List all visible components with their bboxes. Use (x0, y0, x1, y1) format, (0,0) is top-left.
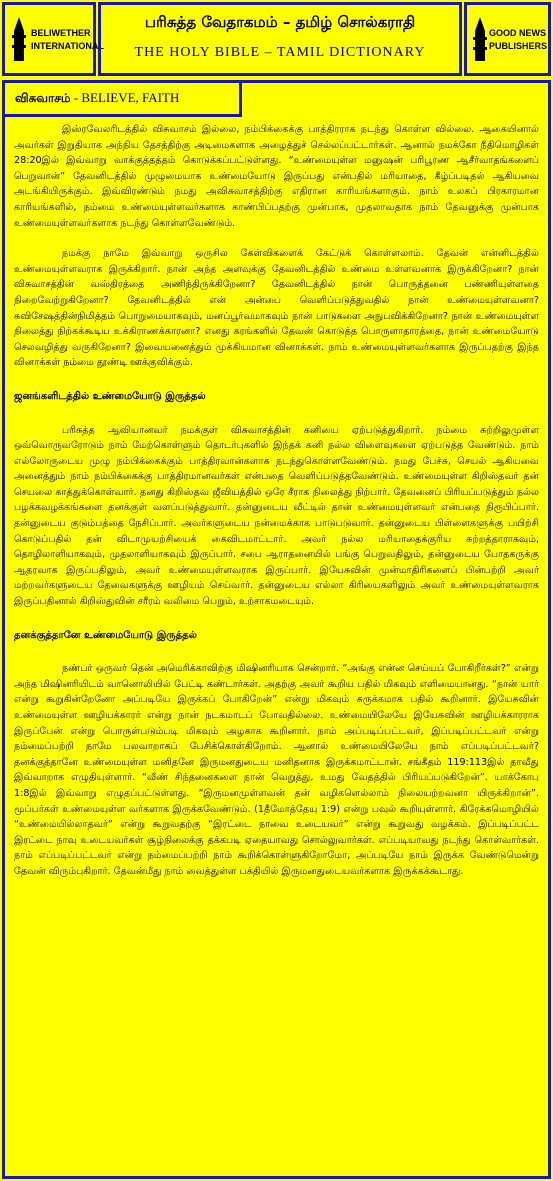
entry-word-english: - BELIEVE, FAITH (70, 90, 180, 105)
pen-icon (11, 15, 27, 65)
page-header (0, 0, 553, 80)
paragraph-1: இஸ்ரவேலரிடத்தில் விசுவாசம் இல்லை, நம்பிக்கைக்கு பாத்திரராக நடந்து கொள்ள வில்லை. ஆகையினால் அவர்கள் இறுதியாக அந்நிய தேசத்திற்கு அடிமைகளாக அழைத்துச் செல்லப்பட்டார்கள். ஆனால் நமக்கோ நீதிமொழிகள் 28:20இல் இவ்வாறு வாக்குத்தத்தம் கொடுக்கப்பட்டுள்ளது. “உண்மையுள்ள மனுஷன் பரிபூரண ஆசீர்வாதங்களைப் பெறுவான்” தேவனிடத்தில் முழுமையாக உண்மையோடு இருப்பது என்பதில் மரியாதை, கீழ்ப்படிதல் ஆகியவை அடங்கியிருக்கும். இவ்விரண்டும் நமது அவிசுவாசத்திற்கு எதிரான காரியங்களாகும். நாம் உலகப் பிரகாரமான காரியங்களில், நம்மை உண்மையுள்ளவர்களாக காண்பிப்பதற்கு முன்பாக, முதலாவதாக நாம் தேவனுக்கு முன்பாக உண்மையுள்ளவர்களாக நடந்து கொள்ளவேண்டும். (14, 124, 539, 229)
entry-word (15, 90, 179, 107)
paragraph-2: நமக்கு நாமே இவ்வாறு ஒருசில கேள்விகளைக் கேட்டுக் கொள்ளலாம். தேவன் என்னிடத்தில் உண்மையுள்ளவராக இருக்கிறார். நான் அந்த அளவுக்கு தேவனிடத்தில் உண்மை உள்ளவனாக இருக்கிறேனா? நான் விசுவாசத்தின் வஸ்திரத்தை அணிந்திருக்கிறேனா? தேவனிடத்தில் நான் பொருத்தனை பண்ணியுள்ளதை நிறைவேற்றுகிறேனா? தேவனிடத்தில் என் அன்பை வெளிப்படுத்துவதில் நான் உண்மையுள்ளவனா? சுவிசேஷத்தின்நிமித்தம் பொறுமையாகவும், மனப்பூர்வமாகவும் நான் பாடுகளை அநுபவிக்கிறேனா? நான் உண்மையுள்ள நிலைத்து நிற்கக்கூடிய உக்கிராணக்காரனா? எனது கரங்களில் தேவன் கொடுத்த பொருளாதாரத்தை, நான் உண்மையோடு செலவழித்து வருகிறேனா? இவையனைத்தும் முக்கியமான வினாக்கள். நாம் உண்மையுள்ளவர்களாக இருப்பதற்கு இந்த வினாக்கள் நம்மை தூண்டி ஊக்குவிக்கும். (14, 248, 539, 369)
logo-right-line2: PUBLISHERS (489, 41, 548, 51)
section-heading-self: தனக்குத்தானே உண்மையோடு இருத்தல் (14, 629, 197, 641)
logo-left-line1: BELIWETHER (31, 28, 91, 38)
paragraph-4: நண்பர் ஒருவர் தென் அமெரிக்காவிற்கு மிஷினரியாக சென்றார். “அங்கு என்ன செய்யப் போகிறீர்கள்?” என்று அந்த மிஷினரியிடம் வானொலியில் பேட்டி கண்டார்கள். அதற்கு அவர் கூறிய பதில் மிகவும் எளிமையானது. “நான் யார் என்று கூறுகின்றேனோ அப்படியே இருக்கப் போகிறேன்” என்று மிகவும் சுருக்கமாக பதில் கூறினார். இயேசுவின் உண்மையுள்ள ஊழியக்காரர் என்று நான் நடகமாடப் போவதில்லை. உண்மையிலேயே இயேசுவின் ஊழியக்காரராக இருப்பேன் என்று பொருள்படும்படி மிகவும் அழகாக கூறினார். நாம் அப்படிப்பட்டவர், இப்படிப்பட்டவர் என்று நம்மைப்பற்றி நாமே பலவாறாகப் பேசிக்கொள்கிறோம். ஆனால் உண்மையிலேயே நாம் எப்படிப்பட்டவர்? தனக்குத்தானே உண்மையுள்ள மனிதனே இருமனதுடைய மனிதனாக இருக்கமாட்டான். சங்கீதம் 119:113இல் தாவீது இவ்வாறாக எழுதியுள்ளார். “வீண் சிந்தனைகளை நான் வெறுத்து, உமது வேதத்தில் பிரியப்படுகிறேன்”. யாக்கோபு 1:8இல் இவ்வாறு எழுதப்பட்டுள்ளது. “இருமனமுள்ளவன் தன் வழிகளெல்லாம் நிலையற்றவனா யிருக்கிறான்”. மூப்பர்கள் உண்மையுள்ள வர்களாக இருக்கவேண்டும். (1தீமோத்தேயு 1:9) என்று பவுல் கூறியுள்ளார். கிரேக்கமொழியில் “உண்மையில்லாதவர்” என்று கூறுவதற்கு “இரட்டை நாவை உடையவர்” என்று கூறுவது வழக்கம். இப்படிப்பட்ட இரட்டை நாவு உடையவர்கள் சூழ்நிலைக்கு தக்கபடி ஏதையாவது சொல்லுவார்கள். எப்படியாவது நடந்து கொள்வார்கள். நாம் எப்படிப்பட்டவர் என்று நம்மைப்பற்றி நாம் கூறிக்கொள்ளுகிறோமோ, அப்படியே நாம் இருக்க வேண்டுமென்று தேவன் விரும்புகிறார். தேவன்மீது நாம் வைத்துள்ள பக்தியில் இருமனதுடையவர்களாக இருக்கக்கூடாது. (14, 663, 539, 877)
publisher-logo-left (2, 2, 104, 76)
entry-word-box (2, 80, 242, 117)
title-box (98, 2, 462, 76)
entry-word-tamil: விசுவாசம் (15, 91, 71, 105)
entry-body (14, 122, 539, 880)
logo-right-text (489, 27, 547, 53)
paragraph-3: பரிசுத்த ஆவியானவர் நமக்குள் விசுவாசத்தின் கனியை ஏற்படுத்துகிறார். நம்மை சுற்றிலுமுள்ள ஒவ்வொருவரோடும் நாம் மேற்கொள்ளும் தொடர்புகளில் இந்தக் கனி நல்ல விளைவுகளை ஏற்படுத்த வேண்டும். நாம் எல்லோருடைய முழு நம்பிக்கைக்கும் பாத்திரவான்களாக நடந்துகொள்ளவேண்டும். நமது பேச்சு, செயல் ஆகியவை அனைத்தும் நாம் நம்பிக்கைக்கு பாத்திரமானவர்கள் என்பதை வெளிப்படுத்தவேண்டும். உண்மையுள்ள கிறிஸ்தவர் தன் செயலை காத்துக்கொள்வார். தனது கிறிஸ்தவ ஜீவியத்தில் ஒரே சீராக நிலைத்து நிற்பார். தேவனைப் பிரியப்படுத்தும் நல்ல பழக்கவழக்கங்களை தனக்குள் வளப்படுத்துவார். தன்னுடைய வீட்டில் தான் உண்மையுள்ளவர் என்பதை நிரூபிப்பார். தன்னுடைய குடும்பத்தை நேசிப்பார். அவர்களுடைய நன்மைக்காக பாடுபடுவார். தன்னுடைய பிள்ளைகளுக்கு பயிற்சி கொடுப்பதில் தன் விடாமுயற்சியைக் கைவிடமாட்டார். அவர் நல்ல மரியாதைக்குரிய சுற்றத்தாராகவும், தொழிலாளியாகவும், முதலாளியாகவும் இருப்பார். சபை ஆராதனையில் பங்கு பெறுவதிலும், தன்னுடைய போதகருக்கு ஆதரவாக இருப்பதிலும், அவர் உண்மையுள்ளவராக இருப்பார். இயேசுவின் முன்மாதிரிகளைப் பின்பற்றி அவர் மற்றவர்களுடைய தேவைகளுக்கு ஊழியம் செய்வார். தன்னுடைய எல்லா கிரியைகளிலும் அவர் உண்மையுள்ளவராக இருப்பதினால் கிறிஸ்துவின் சரீரம் வலிமை பெறும், உற்சாகமடையும். (14, 424, 539, 608)
page-title-tamil: பரிசுத்த வேதாகமம் – தமிழ் சொல்கராதி (144, 13, 416, 31)
page-title-english: THE HOLY BIBLE – TAMIL DICTIONARY (134, 45, 426, 60)
logo-left-text (31, 27, 104, 53)
section-heading-people: ஜனங்களிடத்தில் உண்மையோடு இருத்தல் (14, 390, 206, 402)
pen-icon (473, 15, 487, 65)
publisher-logo-right (464, 2, 551, 76)
logo-left-line2: INTERNATIONAL (31, 41, 104, 51)
logo-right-line1: GOOD NEWS (489, 28, 547, 38)
